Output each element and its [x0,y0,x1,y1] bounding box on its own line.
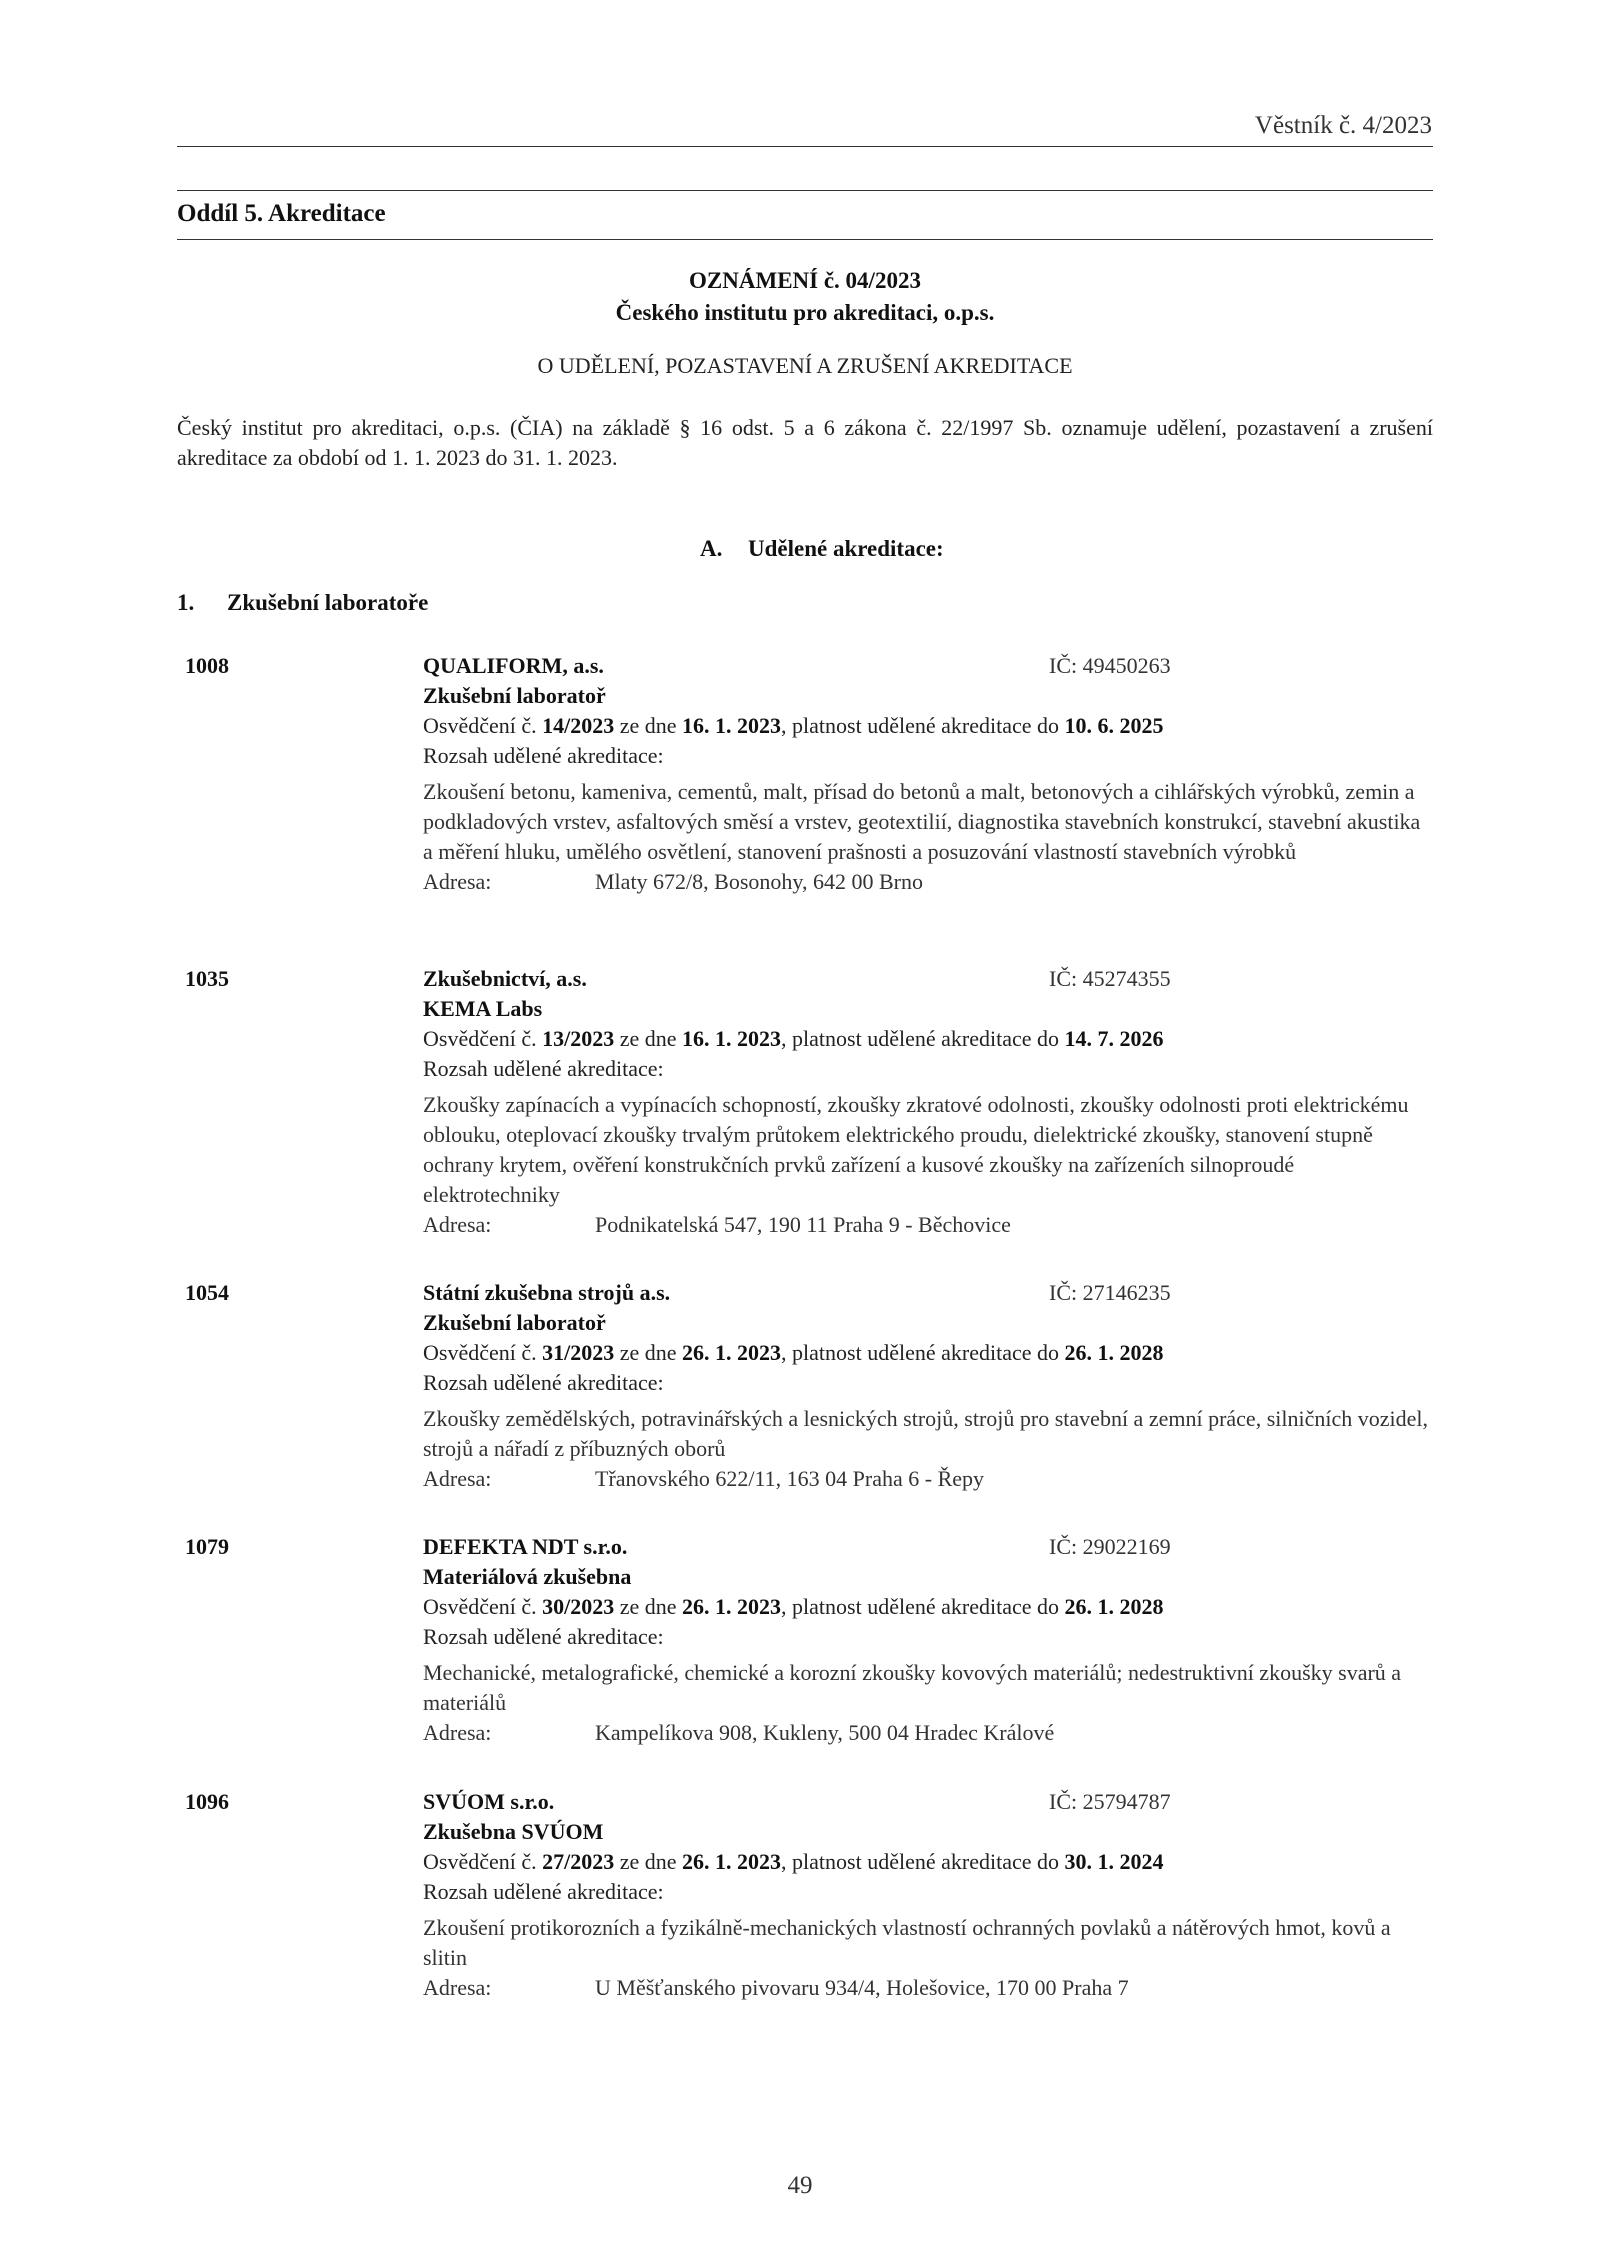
entry-body [423,964,1433,1240]
entry-body [423,1532,1433,1748]
organization-name: DEFEKTA NDT s.r.o. [423,1534,628,1559]
org-line [423,964,1433,994]
page-number: 49 [787,2172,813,2199]
scope-label: Rozsah udělené akreditace: [423,743,664,768]
address-label: Adresa: [423,1212,492,1237]
organization-name: Státní zkušebna strojů a.s. [423,1280,671,1305]
ico-label: IČ: [1049,1789,1078,1814]
ico-number [1049,1532,1171,1562]
address-label: Adresa: [423,1720,492,1745]
cert-label: Osvědčení č. [423,1849,537,1874]
ico-label: IČ: [1049,966,1078,991]
cert-valid-label: , platnost udělené akreditace do [781,713,1059,738]
org-line [423,1532,1433,1562]
cert-from-label: ze dne [619,1849,677,1874]
announcement-title-line1: OZNÁMENÍ č. 04/2023 [689,268,921,293]
entry-body [423,651,1433,897]
unit-name: KEMA Labs [423,996,543,1021]
cert-number: 31/2023 [542,1340,615,1365]
cert-date: 16. 1. 2023 [682,1026,782,1051]
ico-number [1049,1787,1171,1817]
cert-label: Osvědčení č. [423,1026,537,1051]
cert-number: 30/2023 [542,1594,615,1619]
org-line [423,1787,1433,1817]
address-value: Mlaty 672/8, Bosonohy, 642 00 Brno [595,869,923,894]
ico-number [1049,964,1171,994]
unit-name: Materiálová zkušebna [423,1564,632,1589]
certificate-line [423,1024,1433,1054]
address-label: Adresa: [423,869,492,894]
cert-date: 26. 1. 2023 [682,1594,782,1619]
address-line [423,1210,1433,1240]
part-title: Udělené akreditace: [748,536,944,561]
cert-from-label: ze dne [619,1594,677,1619]
entry-id: 1054 [185,1280,229,1305]
scope-text: Zkoušky zapínacích a vypínacích schopností, zkoušky zkratové odolnosti, zkoušky odolnosti proti elektrickému oblouku, oteplovací zkoušky trvalým průtokem elektrického proudu, dielektrické zkoušky, stanovení stupně ochrany krytem, ověření konstrukčních prvků zařízení a kusové zkoušky na zařízeních silnoproudé elektrotechniky [423,1092,1409,1207]
announcement-title-line2: Českého institutu pro akreditaci, o.p.s. [615,300,995,325]
cert-valid-label: , platnost udělené akreditace do [781,1026,1059,1051]
address-line [423,1718,1433,1748]
certificate-line [423,1338,1433,1368]
ico-value: 25794787 [1082,1789,1171,1814]
address-label: Adresa: [423,1466,492,1491]
cert-valid-label: , platnost udělené akreditace do [781,1340,1059,1365]
ico-number [1049,1278,1171,1308]
cert-valid-until: 26. 1. 2028 [1064,1594,1164,1619]
cert-from-label: ze dne [619,713,677,738]
part-number: A. [700,536,723,561]
certificate-line [423,711,1433,741]
entry-id: 1096 [185,1789,229,1814]
org-line [423,1278,1433,1308]
address-line [423,1973,1433,2003]
entry-id: 1079 [185,1534,229,1559]
cert-label: Osvědčení č. [423,713,537,738]
ico-value: 27146235 [1082,1280,1171,1305]
entry-body [423,1278,1433,1494]
announcement-title [177,265,1433,329]
intro-paragraph: Český institut pro akreditaci, o.p.s. (ČIA) na základě § 16 odst. 5 a 6 zákona č. 22/1997 Sb. oznamuje udělení, pozastavení a zrušení akreditace za období od 1. 1. 2023 do 31. 1. 2023. [177,415,1433,470]
cert-valid-label: , platnost udělené akreditace do [781,1849,1059,1874]
ico-label: IČ: [1049,1280,1078,1305]
unit-name: Zkušební laboratoř [423,683,606,708]
cert-number: 14/2023 [542,713,615,738]
section-title: Oddíl 5. Akreditace [177,200,386,227]
cert-from-label: ze dne [619,1340,677,1365]
category-number: 1. [177,590,195,615]
address-line [423,867,1433,897]
running-header: Věstník č. 4/2023 [1254,112,1432,139]
category-heading [177,590,428,616]
ico-value: 45274355 [1082,966,1171,991]
cert-date: 26. 1. 2023 [682,1340,782,1365]
certificate-line [423,1592,1433,1622]
ico-number [1049,651,1171,681]
organization-name: QUALIFORM, a.s. [423,653,604,678]
scope-text: Mechanické, metalografické, chemické a korozní zkoušky kovových materiálů; nedestruktivní zkoušky svarů a materiálů [423,1660,1402,1715]
address-value: U Měšťanského pivovaru 934/4, Holešovice, 170 00 Praha 7 [595,1975,1129,2000]
address-value: Kampelíkova 908, Kukleny, 500 04 Hradec Králové [595,1720,1055,1745]
ico-label: IČ: [1049,653,1078,678]
cert-valid-label: , platnost udělené akreditace do [781,1594,1059,1619]
cert-number: 13/2023 [542,1026,615,1051]
scope-label: Rozsah udělené akreditace: [423,1370,664,1395]
section-rule-bottom [177,239,1433,240]
part-heading [700,536,944,562]
scope-label: Rozsah udělené akreditace: [423,1624,664,1649]
entry-body [423,1787,1433,2003]
unit-name: Zkušebna SVÚOM [423,1819,604,1844]
address-value: Třanovského 622/11, 163 04 Praha 6 - Řepy [595,1466,985,1491]
scope-label: Rozsah udělené akreditace: [423,1879,664,1904]
cert-valid-until: 30. 1. 2024 [1064,1849,1164,1874]
scope-text: Zkoušky zemědělských, potravinářských a lesnických strojů, strojů pro stavební a zemní práce, silničních vozidel, strojů a nářadí z příbuzných oborů [423,1406,1428,1461]
address-value: Podnikatelská 547, 190 11 Praha 9 - Běchovice [595,1212,1011,1237]
ico-value: 29022169 [1082,1534,1171,1559]
address-label: Adresa: [423,1975,492,2000]
address-line [423,1464,1433,1494]
entry-id: 1035 [185,966,229,991]
unit-name: Zkušební laboratoř [423,1310,606,1335]
category-title: Zkušební laboratoře [227,590,429,615]
scope-label: Rozsah udělené akreditace: [423,1056,664,1081]
section-rule-top [177,190,1433,191]
cert-label: Osvědčení č. [423,1594,537,1619]
ico-value: 49450263 [1082,653,1171,678]
cert-valid-until: 14. 7. 2026 [1064,1026,1164,1051]
organization-name: SVÚOM s.r.o. [423,1789,555,1814]
certificate-line [423,1847,1433,1877]
cert-from-label: ze dne [619,1026,677,1051]
cert-valid-until: 26. 1. 2028 [1064,1340,1164,1365]
org-line [423,651,1433,681]
cert-date: 26. 1. 2023 [682,1849,782,1874]
scope-text: Zkoušení protikorozních a fyzikálně-mechanických vlastností ochranných povlaků a nátěrových hmot, kovů a slitin [423,1915,1391,1970]
header-rule [177,146,1433,147]
scope-text: Zkoušení betonu, kameniva, cementů, malt, přísad do betonů a malt, betonových a cihlářských výrobků, zemin a podkladových vrstev, asfaltových směsí a vrstev, geotextilií, diagnostika stavebních konstrukcí, stavební akustika a měření hluku, umělého osvětlení, stanovení prašnosti a posuzování vlastností stavebních výrobků [423,779,1421,864]
ico-label: IČ: [1049,1534,1078,1559]
announcement-subject: O UDĚLENÍ, POZASTAVENÍ A ZRUŠENÍ AKREDITACE [537,353,1073,378]
cert-date: 16. 1. 2023 [682,713,782,738]
cert-label: Osvědčení č. [423,1340,537,1365]
cert-number: 27/2023 [542,1849,615,1874]
organization-name: Zkušebnictví, a.s. [423,966,587,991]
cert-valid-until: 10. 6. 2025 [1064,713,1164,738]
entry-id: 1008 [185,653,229,678]
